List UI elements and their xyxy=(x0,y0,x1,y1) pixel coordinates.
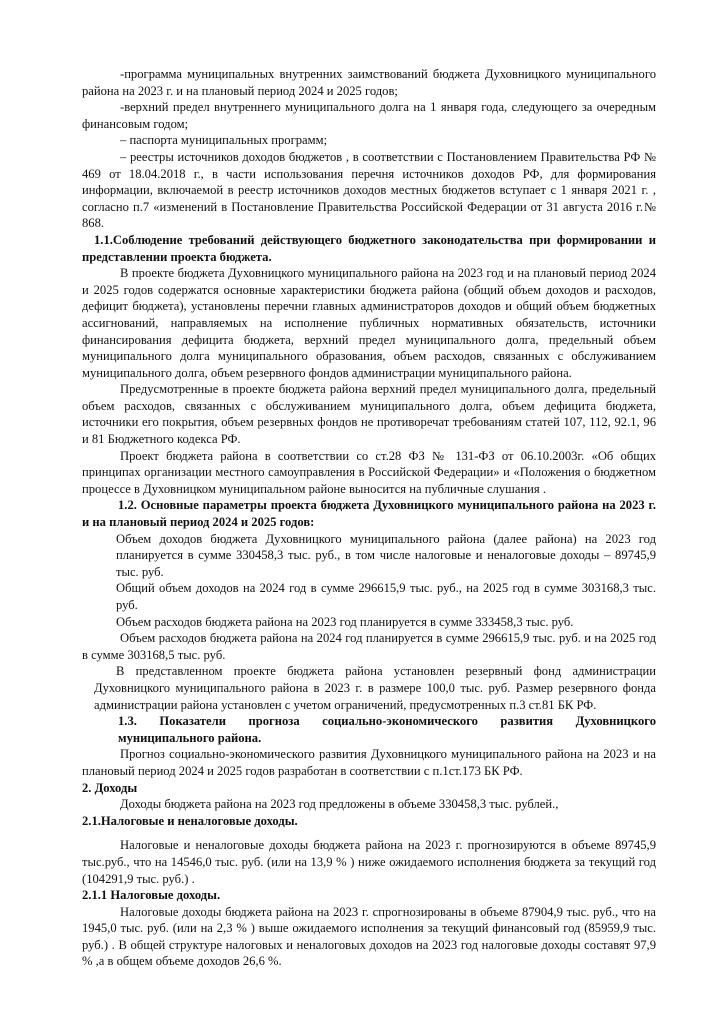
section-1-2-paragraph: Объем доходов бюджета Духовницкого муниципального района (далее района) на 2023 год планируется в сумме 330458,3 тыс. руб., в том числе налоговые и неналоговые доходы – 89745,9 тыс. руб. xyxy=(116,531,656,579)
section-2-1-heading: 2.1.Налоговые и неналоговые доходы. xyxy=(82,813,298,828)
list-item-debt-limit: -верхний предел внутреннего муниципального долга на 1 января года, следующего за очередным финансовым годом; xyxy=(82,100,656,131)
section-2-heading: 2. Доходы xyxy=(82,780,138,795)
section-1-3-paragraph: Прогноз социально-экономического развития Духовницкого муниципального района на 2023 и на плановый период 2024 и 2025 годов разработан в соответствии с п.1ст.173 БК РФ. xyxy=(82,747,656,778)
section-2-paragraph: Доходы бюджета района на 2023 год предложены в объеме 330458,3 тыс. рублей., xyxy=(120,797,559,812)
list-item-revenue-registers: – реестры источников доходов бюджетов , в соответствии с Постановлением Правительства РФ № 469 от 18.04.2018 г., в части использования перечня источников доходов РФ, для формирования информации, включаемой в реестр источников доходов местных бюджетов вступает с 1 января 2021 г. , согласно п.7 «изменений в Постановление Правительства Российской Федерации от 31 августа 2016 г.№ 868. xyxy=(82,149,656,231)
section-1-1-paragraph: Проект бюджета района в соответствии со ст.28 ФЗ № 131-ФЗ от 06.10.2003г. «Об общих принципах организации местного самоуправления в Российской Федерации» и «Положения о бюджетном процессе в Духовницком муниципальном районе выносится на публичные слушания . xyxy=(82,448,656,496)
document-page xyxy=(82,66,656,970)
section-1-1-paragraph: В проекте бюджета Духовницкого муниципального района на 2023 год и на плановый период 2024 и 2025 годов содержатся основные характеристики бюджета района (общий объем доходов и расходов, дефицит бюджета), установлены перечни главных администраторов доходов и общий объем бюджетных ассигнований, направляемых на исполнение публичных нормативных обязательств, источники финансирования дефицита бюджета, верхний предел муниципального долга, предельный объем муниципального долга муниципального образования, объем расходов, связанных с обслуживанием муниципального долга, объем резервного фондов администрации муниципального района. xyxy=(82,266,656,380)
spacer xyxy=(82,829,656,837)
section-1-2-paragraph: В представленном проекте бюджета района установлен резервный фонд администрации Духовницкого муниципального района в 2023 г. в размере 100,0 тыс. руб. Размер резервного фонда администрации района установлен с учетом ограничений, предусмотренных п.3 ст.81 БК РФ. xyxy=(94,664,656,712)
section-1-3-heading: 1.3. Показатели прогноза социально-экономического развития Духовницкого муниципального района. xyxy=(118,714,656,745)
section-2-1-1-paragraph: Налоговые доходы бюджета района на 2023 г. спрогнозированы в объеме 87904,9 тыс. руб., что на 1945,0 тыс. руб. (или на 2,3 % ) выше ожидаемого исполнения за текущий финансовый год (85959,9 тыс. руб.) . В общей структуре налоговых и неналоговых доходов на 2023 год налоговые доходы составят 97,9 % ,а в общем объеме доходов 26,6 %. xyxy=(82,904,656,969)
list-item-program-passports: – паспорта муниципальных программ; xyxy=(120,133,328,148)
list-item-borrowing-program: -программа муниципальных внутренних заимствований бюджета Духовницкого муниципального района на 2023 г. и на плановый период 2024 и 2025 годов; xyxy=(82,67,656,98)
section-1-2-heading: 1.2. Основные параметры проекта бюджета Духовницкого муниципального района на 2023 г. и на плановый период 2024 и 2025 годов: xyxy=(82,498,656,530)
section-1-1-heading: 1.1.Соблюдение требований действующего бюджетного законодательства при формировании и представлении проекта бюджета. xyxy=(82,232,656,264)
section-2-1-1-heading: 2.1.1 Налоговые доходы. xyxy=(82,888,221,903)
section-1-2-paragraph: Объем расходов бюджета района на 2023 год планируется в сумме 333458,3 тыс. руб. xyxy=(116,614,574,629)
section-2-1-paragraph: Налоговые и неналоговые доходы бюджета района на 2023 г. прогнозируются в объеме 89745,9 тыс.руб., что на 14546,0 тыс. руб. (или на 13,9 % ) ниже ожидаемого исполнения бюджета за текущий год (104291,9 тыс. руб.) . xyxy=(82,838,656,886)
section-1-1-paragraph: Предусмотренные в проекте бюджета района верхний предел муниципального долга, предельный объем расходов, связанных с обслуживанием муниципального долга, объем дефицита бюджета, источники его покрытия, объем резервных фондов не противоречат требованиям статей 107, 112, 92.1, 96 и 81 Бюджетного кодекса РФ. xyxy=(82,382,656,447)
section-1-2-paragraph: Общий объем доходов на 2024 год в сумме 296615,9 тыс. руб., на 2025 год в сумме 303168,3 тыс. руб. xyxy=(116,581,656,612)
section-1-2-paragraph: Объем расходов бюджета района на 2024 год планируется в сумме 296615,9 тыс. руб. и на 2025 год в сумме 303168,5 тыс. руб. xyxy=(82,631,656,662)
